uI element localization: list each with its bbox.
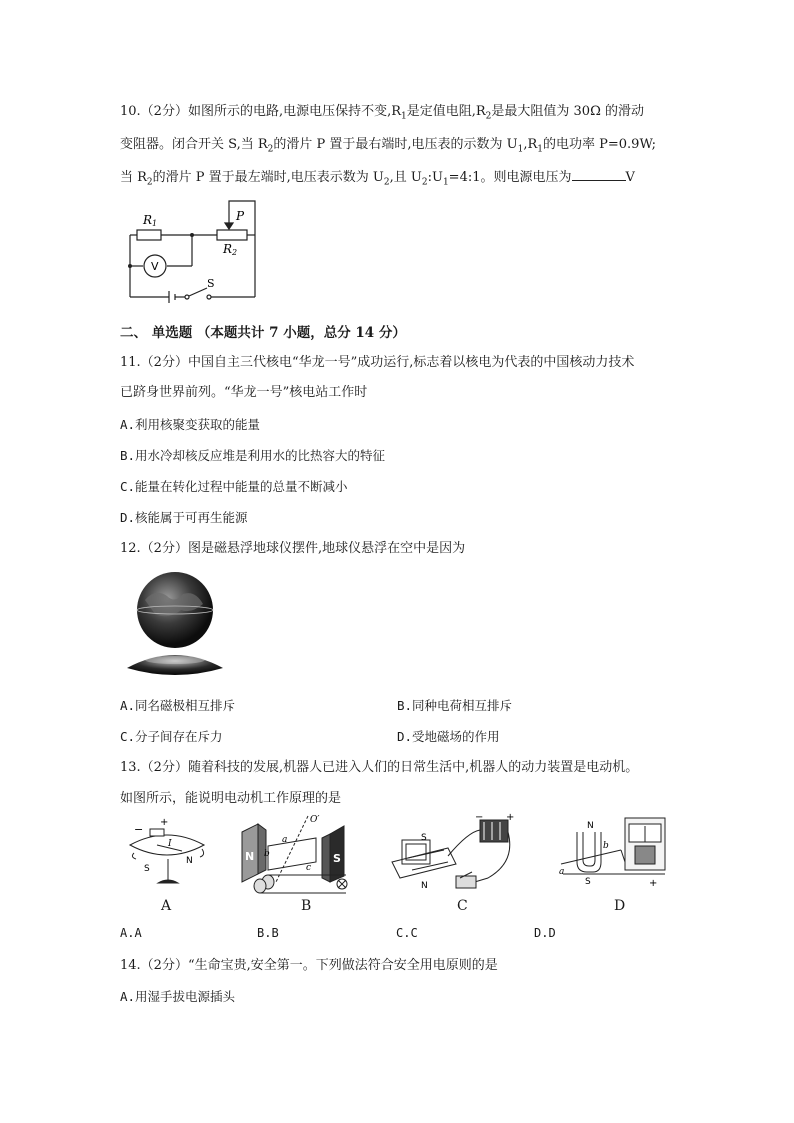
q12-line1: 12.（2分）图是磁悬浮地球仪摆件,地球仪悬浮在空中是因为 [120,541,466,556]
svg-text:O′: O′ [310,815,320,825]
figure-a-oersted [122,815,212,895]
q10-text: 10.（2分）如图所示的电路,电源电压保持不变,R [120,104,401,119]
svg-text:+: + [649,878,658,889]
q11-option-b[interactable]: B.用水冷却核反应堆是利用水的比热容大的特征 [120,448,386,463]
figure-label-a: A [161,898,172,914]
figure-d-galvanometer [553,812,673,897]
q13-line1: 13.（2分）随着科技的发展,机器人已进入人们的日常生活中,机器人的动力装置是电动机。 [120,760,639,775]
q10-line1: 10.（2分）如图所示的电路,电源电压保持不变$,R_1$是定值电阻$,R_2$是最大阻值为 30Ω 的滑动 [120,104,644,122]
q12-option-b[interactable]: B.同种电荷相互排斥 [397,698,513,713]
svg-text:S: S [207,277,215,290]
q13-option-d[interactable]: D.D [534,926,556,940]
q12-option-a[interactable]: A.同名磁极相互排斥 [120,698,236,713]
svg-text:S: S [421,833,427,843]
svg-text:−: − [475,812,484,823]
figure-label-c: C [457,898,468,914]
svg-text:I: I [168,839,172,849]
q10-circuit-diagram [125,195,260,305]
svg-text:S: S [333,852,341,865]
q13-option-b[interactable]: B.B [257,926,279,940]
answer-blank[interactable] [572,168,626,181]
q11-option-d[interactable]: D.核能属于可再生能源 [120,510,248,525]
svg-text:V: V [151,260,159,273]
q11-option-c[interactable]: C.能量在转化过程中能量的总量不断减小 [120,479,348,494]
svg-text:S: S [585,877,591,887]
q14-line1: 14.（2分）“生命宝贵,安全第一。下列做法符合安全用电原则的是 [120,958,498,973]
q12-option-d[interactable]: D.受地磁场的作用 [397,729,500,744]
r1-resistor [137,230,161,240]
figure-label-b: B [301,898,312,914]
svg-text:N: N [421,881,428,891]
q14-option-a[interactable]: A.用湿手拔电源插头 [120,989,236,1004]
q13-option-a[interactable]: A.A [120,926,142,940]
svg-text:c: c [306,863,312,873]
svg-text:R1: R1 [143,213,158,228]
q12-option-c[interactable]: C.分子间存在斥力 [120,729,223,744]
svg-text:+: + [160,817,169,828]
q10-line2: 变阻器。闭合开关 S,当 $R_2$的滑片 P 置于最右端时,电压表的示数为 $U_1,R_1$的电功率 P=0.9W; [120,137,657,155]
svg-text:b: b [264,849,270,859]
figure-c-rails-battery [388,812,518,897]
svg-text:a: a [559,867,565,877]
switch-icon [189,288,207,296]
q11-line1: 11.（2分）中国自主三代核电“华龙一号”成功运行,标志着以核电为代表的中国核动力技术 [120,355,635,370]
svg-text:−: − [134,823,144,836]
maglev-globe-image [125,570,225,685]
svg-text:b: b [603,841,609,851]
svg-text:N: N [587,821,594,831]
svg-text:N: N [186,856,193,866]
q13-line2: 如图所示，能说明电动机工作原理的是 [120,791,342,806]
svg-text:S: S [144,864,150,874]
svg-text:a: a [282,835,288,845]
r2-rheostat [217,230,247,240]
svg-text:R2: R2 [223,242,238,257]
svg-text:N: N [245,850,255,863]
svg-text:+: + [506,812,515,823]
q11-option-a[interactable]: A.利用核聚变获取的能量 [120,417,261,432]
q11-line2: 已跻身世界前列。“华龙一号”核电站工作时 [120,385,368,400]
figure-b-coil-magnets [238,812,358,897]
q10-line3: 当 $R_2$的滑片 P 置于最左端时,电压表示数为 $U_2$,且 $U_2:U_1=4:1$。则电源电压为 V [120,170,635,188]
figure-label-d: D [614,898,626,914]
section-title: 二、 单选题 （本题共计 7 小题，总分 14 分） [120,325,406,341]
svg-text:P: P [236,209,245,223]
q13-option-c[interactable]: C.C [396,926,418,940]
